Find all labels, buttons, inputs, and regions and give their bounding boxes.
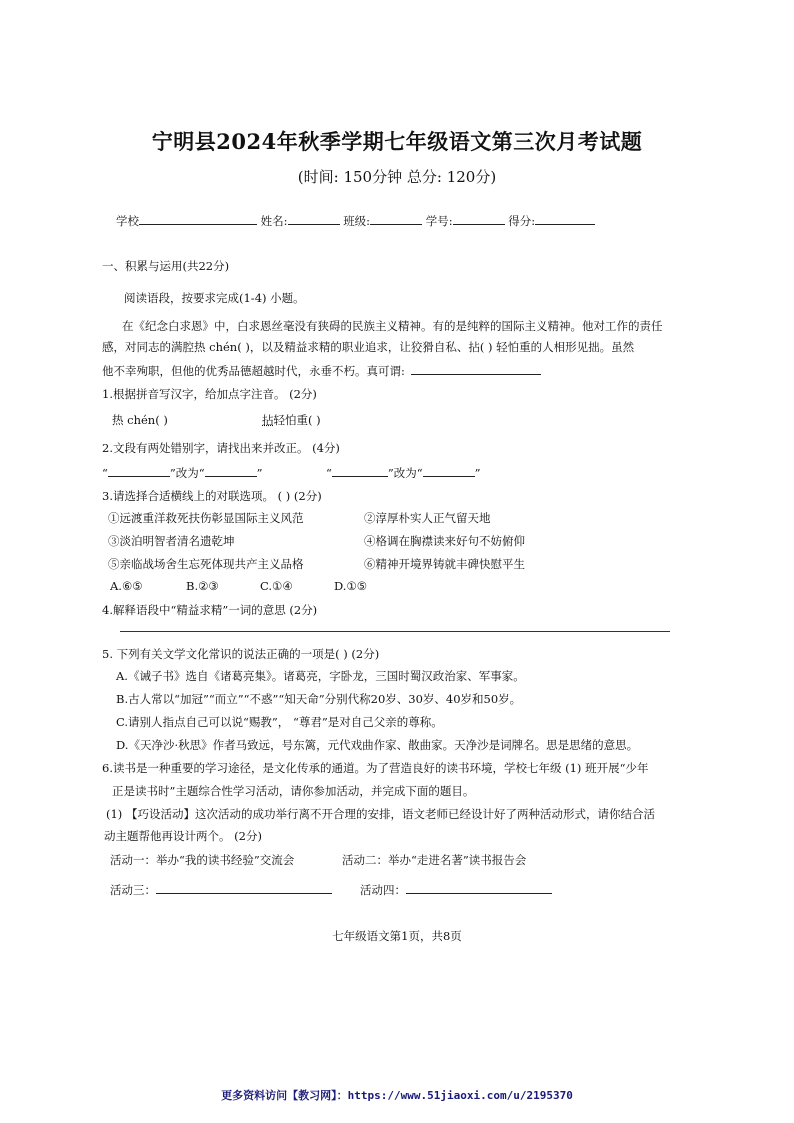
q3-choice-d[interactable]: D.①⑤ xyxy=(334,579,368,593)
correct-char-blank-2[interactable] xyxy=(423,464,475,477)
change-to-label: ”改为“ xyxy=(169,466,205,480)
section-heading: 一、积累与运用(共22分) xyxy=(102,259,230,273)
q2-correction-right xyxy=(326,464,481,481)
activity-3-label: 活动三： xyxy=(110,883,156,897)
question-5: 5. 下列有关文学文化常识的说法正确的一项是( ) (2分) xyxy=(102,647,380,661)
q4-answer-line[interactable] xyxy=(120,631,670,632)
number-blank[interactable] xyxy=(453,212,505,225)
passage-line-3-text: 他不幸殉职，但他的优秀品德超越时代，永垂不朽。真可谓: xyxy=(102,364,405,378)
q3-option-5: ⑤亲临战场舍生忘死体现共产主义品格 xyxy=(108,557,304,571)
question-4: 4.解释语段中“精益求精”一词的意思 (2分) xyxy=(102,603,318,617)
q1-part-b xyxy=(262,412,321,428)
student-info-row xyxy=(116,212,595,229)
change-to-label: ”改为“ xyxy=(387,466,423,480)
q3-choice-c[interactable]: C.①④ xyxy=(260,579,293,593)
couplet-blank[interactable] xyxy=(411,362,541,375)
activity-4-blank[interactable] xyxy=(406,881,552,894)
passage-line-1: 在《纪念白求恩》中，白求恩丝毫没有狭碍的民族主义精神。有的是纯粹的国际主义精神。他对工作的责任 xyxy=(122,319,663,333)
q5-option-b[interactable]: B.古人常以“加冠”“而立”“不惑”“知天命”分别代称20岁、30岁、40岁和50岁。 xyxy=(116,692,522,706)
exam-subtitle: (时间: 150分钟 总分: 120分) xyxy=(297,168,497,186)
name-blank[interactable] xyxy=(288,212,340,225)
correct-char-blank-1[interactable] xyxy=(205,464,257,477)
q2-correction-left xyxy=(102,464,263,481)
q1-part-b-text: 轻怕重( ) xyxy=(273,413,321,427)
q6-sub1-line-1: (1) 【巧设活动】这次活动的成功举行离不开合理的安排，语文老师已经设计好了两种活动形式，请你结合活 xyxy=(106,807,655,821)
q5-option-d[interactable]: D.《天净沙·秋思》作者马致远，号东篱，元代戏曲作家、散曲家。天净沙是词牌名。思是思绪的意思。 xyxy=(116,738,639,752)
q3-choice-b[interactable]: B.②③ xyxy=(186,579,219,593)
quote-open: “ xyxy=(326,466,332,480)
quote-close: ” xyxy=(256,466,263,480)
q3-option-3: ③淡泊明智者清名遗乾坤 xyxy=(108,534,235,548)
question-6-line-1: 6.读书是一种重要的学习途径，是文化传承的通道。为了营造良好的读书环境，学校七年级 (1) 班开展“少年 xyxy=(102,761,649,775)
q5-option-c[interactable]: C.请别人指点自己可以说“赐教”， “尊君”是对自己父亲的尊称。 xyxy=(116,715,443,729)
page-title: 宁明县2024年秋季学期七年级语文第三次月考试题 xyxy=(151,129,643,154)
question-3: 3.请选择合适横线上的对联选项。 ( ) (2分) xyxy=(102,489,322,503)
q3-choice-a[interactable]: A.⑥⑤ xyxy=(110,579,143,593)
question-6-line-2: 正是读书时”主题综合性学习活动，请你参加活动，并完成下面的题目。 xyxy=(112,784,475,798)
class-label: 班级: xyxy=(343,214,371,228)
q3-option-1: ①远渡重洋救死扶伤彰显国际主义风范 xyxy=(108,511,304,525)
page-number: 七年级语文第1页，共8页 xyxy=(332,929,462,943)
activity-3 xyxy=(110,881,332,898)
activity-2: 活动二：举办“走进名著”读书报告会 xyxy=(342,853,527,867)
question-1: 1.根据拼音写汉字，给加点字注音。 (2分) xyxy=(102,387,317,401)
q3-option-2: ②淳厚朴实人正气留天地 xyxy=(364,511,491,525)
q3-option-6: ⑥精神开境界铸就丰碑快慰平生 xyxy=(364,557,525,571)
question-2: 2.文段有两处错别字，请找出来并改正。 (4分) xyxy=(102,441,340,455)
wrong-char-blank-1[interactable] xyxy=(108,464,170,477)
q6-sub1-line-2: 动主题帮他再设计两个。 (2分) xyxy=(104,829,262,843)
q3-option-4: ④格调在胸襟读来好句不妨俯仰 xyxy=(364,534,525,548)
name-label: 姓名: xyxy=(260,214,288,228)
passage-line-2: 感，对同志的满腔热 chén( )，以及精益求精的职业追求，让狡猾自私、拈( ) 轻怕重的人相形见拙。虽然 xyxy=(102,340,635,354)
activity-3-blank[interactable] xyxy=(156,881,332,894)
q1-dotted-char: 拈 xyxy=(262,413,274,427)
score-label: 得分: xyxy=(508,214,536,228)
class-blank[interactable] xyxy=(370,212,422,225)
footer-resource-link[interactable]: 更多资料访问【教习网】：https://www.51jiaoxi.com/u/2195370 xyxy=(221,1089,573,1102)
school-blank[interactable] xyxy=(139,212,257,225)
q5-option-a[interactable]: A.《诫子书》选自《诸葛亮集》。诸葛亮，字卧龙，三国时蜀汉政治家、军事家。 xyxy=(116,669,525,683)
school-label: 学校 xyxy=(116,214,139,228)
passage-line-3 xyxy=(102,362,541,379)
quote-open: “ xyxy=(102,466,108,480)
activity-4-label: 活动四： xyxy=(360,883,406,897)
section-intro: 阅读语段，按要求完成(1-4) 小题。 xyxy=(124,291,305,305)
activity-1: 活动一：举办“我的读书经验”交流会 xyxy=(110,853,295,867)
q1-part-a: 热 chén( ) xyxy=(112,413,168,427)
number-label: 学号: xyxy=(425,214,453,228)
activity-4 xyxy=(360,881,552,898)
wrong-char-blank-2[interactable] xyxy=(332,464,388,477)
score-blank[interactable] xyxy=(535,212,595,225)
quote-close: ” xyxy=(474,466,481,480)
